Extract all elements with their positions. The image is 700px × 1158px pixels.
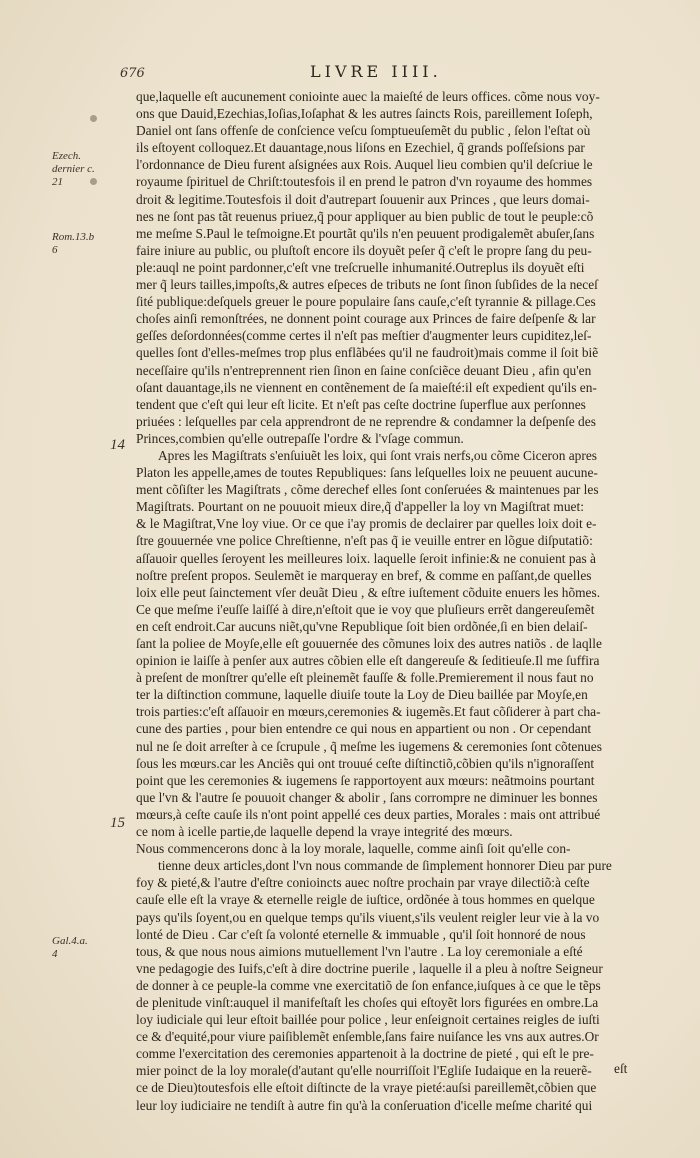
text-line: trois parties:c'eſt aſſauoir en mœurs,ceremonies & iugemẽs.Et faut cõſiderer à part cha- — [136, 704, 601, 720]
text-line: Magiſtrats. Pourtant on ne pouuoit mieux dire,q̃ d'appeller la loy vn Magiſtrat muet: — [136, 499, 584, 515]
text-line: ſité publique:deſquels greuer le poure populaire ſans cauſe,c'eſt tyrannie & pillage.Ces — [136, 294, 596, 310]
text-line: mier poinct de la loy morale(d'autant qu'elle nourriſſoit l'Egliſe Iudaique en la reuerẽ- — [136, 1063, 592, 1079]
margin-note: Rom.13.b — [52, 231, 95, 243]
text-line: de donner à ce peuple-la comme vne exercitatiõ de ſon enfance,iuſques à ce que le tẽps — [136, 977, 601, 993]
section-number: 15 — [110, 815, 125, 831]
text-line: ſtre gouuernée vne police Chreſtienne, n'eſt pas q̃ ie veuille entrer en lõgue diſputatiõ: — [136, 533, 593, 549]
text-line: droit & legitime.Toutesfois il doit d'autrepart ſouuenir aux Princes , que leurs domai- — [136, 191, 590, 207]
section-number: 14 — [110, 437, 125, 453]
text-line: ce de Dieu)toutesfois elle eſtoit diſtincte de la vraye pieté:auſsi pareillemẽt,cõbien que — [136, 1080, 597, 1096]
text-line: foy & pieté,& l'autre d'eſtre conioincts auec noſtre prochain par vraye dilectiõ:à ceſte — [136, 875, 590, 891]
text-line: cauſe elle eſt la vraye & eternelle reigle de iuſtice, ordõnée à tous hommes en quelque — [136, 892, 595, 908]
text-line: que l'vn & l'autre ſe pouuoit changer & abolir , ſans corrompre ne diminuer les bonnes — [136, 789, 598, 805]
text-line: nul ne ſe doit arreſter à ce ſcrupule , q̃ meſme les iugemens & ceremonies ſont cõtenues — [136, 738, 602, 754]
text-line: opinion ie laiſſe à penſer aux autres cõbien elle eſt dangereuſe & ſeditieuſe.Il me ſuffira — [136, 653, 600, 669]
text-line: faire iniure au public, ou pluſtoſt encore ils doyuẽt peſer q̃ c'eſt le propre ſang du peu- — [136, 242, 592, 258]
margin-note: 21 — [52, 176, 63, 188]
text-line: Platon les appelle,ames de toutes Republiques: ſans leſquelles loix ne peuuent aucune- — [136, 465, 598, 481]
text-line: loix elle peut ſainctement vſer deuãt Dieu , & eſtre iuſtement cõduite enuers les hõmes. — [136, 584, 601, 600]
text-line: choſes ainſi remonſtrées, ne donnent point courage aux Princes de faire deſpenſe & lar — [136, 311, 596, 327]
ink-mark-icon — [90, 115, 97, 122]
text-line: tous, & que nous nous aimions mutuellement l'vn l'autre . La loy ceremoniale a eſté — [136, 943, 583, 959]
text-line: & le Magiſtrat,Vne loy viue. Or ce que i'ay promis de declairer par quelles loix doit e- — [136, 516, 597, 532]
text-line: royaume ſpirituel de Chriſt:toutesfois il en prend le patron d'vn royaume des hommes — [136, 174, 593, 190]
text-line: aſſauoir quelles ſeroyent les meilleures loix. laquelle ſeroit infinie:& ne conuient pas à — [136, 550, 596, 566]
text-line: tienne deux articles,dont l'vn nous commande de ſimplement honnorer Dieu par pure — [158, 858, 612, 874]
text-line: nes ne ſont pas tãt reuenus priuez,q̃ pour appliquer au bien public de tout le peuple:cõ — [136, 208, 594, 224]
text-line: leur loy iudiciaire ne tendiſt à autre fin qu'à la conſeruation d'icelle meſme charité qui — [136, 1097, 593, 1113]
text-line: ce & d'equité,pour viure paiſiblemẽt enſemble,ſans faire nuiſance les vns aux autres.Or — [136, 1029, 599, 1045]
text-line: geſſes deſordonnées(comme certes il n'eſt pas meſtier d'augmenter leurs cupiditez,leſ- — [136, 328, 592, 344]
text-line: pays qu'ils ſoyent,ou en quelque temps qu'ils viuent,s'ils veulent reigler leur vie à la vo — [136, 909, 600, 925]
text-line: ſant la poliee de Moyſe,elle eſt gouuernée des cõmunes loix des autres natiõs . de laqlle — [136, 636, 602, 651]
text-line: ment cõſiſter les Magiſtrats , cõme derechef elles ſont conſeruées & maintenues par les — [136, 482, 599, 498]
page-header — [120, 62, 650, 84]
body-text — [136, 88, 642, 1114]
text-line: vne pedagogie des Iuifs,c'eſt à dire doctrine puerile , laquelle il a pleu à noſtre Seigneur — [136, 960, 603, 976]
text-line: ſous les mœurs.car les Anciẽs qui ont trouué ceſte diſtinctiõ,cõbien qu'ils n'ignoraſſent — [136, 755, 595, 771]
text-line: priuées : leſquelles par cela apprendront de ne reprendre & condamner la deſpenſe des — [136, 413, 596, 429]
text-line: à preſent de monſtrer qu'elle eſt pleinemẽt fauſſe & folle.Premierement il nous faut no — [136, 670, 594, 686]
text-line: Nous commencerons donc à la loy morale, laquelle, comme ainſi ſoit qu'elle con- — [136, 841, 571, 857]
ink-mark-icon — [90, 178, 97, 185]
text-line: cune des parties , pour bien entendre ce qui nous en appartient ou non . Or cependant — [136, 721, 592, 737]
text-line: que,laquelle eſt aucunement coniointe auec la maieſté de leurs offices. cõme nous voy- — [136, 89, 600, 104]
text-line: lonté de Dieu . Car c'eſt ſa volonté eternelle & immuable , qu'il ſoit honnoré de nous — [136, 926, 586, 942]
text-line: mer q̃ leurs tailles,impoſts,& autres eſpeces de tributs ne ſont ſinon ſubſides de la neceſ — [136, 277, 598, 293]
catchword: eſt — [614, 1061, 628, 1076]
margin-note: 4 — [52, 948, 58, 960]
text-line: loy iudiciale qui leur eſtoit baillée pour police , leur enſeignoit certaines reigles de iuſti — [136, 1012, 600, 1028]
text-line: ple:auql ne point pardonner,c'eſt vne treſcruelle inhumanité.Outreplus ils doyuẽt eſti — [136, 259, 585, 275]
text-line: quelles ſont d'elles-meſmes trop plus enflãbées qu'il ne faudroit)mais comme il ſoit biẽ — [136, 345, 599, 361]
text-line: ter la diſtinction commune, laquelle diuiſe toute la Loy de Dieu baillée par Moyſe,en — [136, 687, 588, 703]
text-line: ils eſtoyent colloquez.Et dauantage,nous liſons en Ezechiel, q̃ grands poſſeſsions par — [136, 140, 585, 156]
text-line: ons que Dauid,Ezechias,Ioſias,Ioſaphat & les autres ſaincts Rois, pareillement Ioſeph, — [136, 106, 593, 122]
text-line: point que les ceremonies & iugemens ſe rapportoyent aux mœurs: neãtmoins pourtant — [136, 772, 595, 788]
text-line: l'ordonnance de Dieu furent aſsignées aux Rois. Auquel lieu combien qu'il deſcriue le — [136, 157, 593, 173]
text-line: noſtre preſent propos. Seulemẽt ie marqueray en bref, & comme en paſſant,de quelles — [136, 567, 592, 583]
text-line: comme l'exercitation des ceremonies appartenoit à la doctrine de pieté , qui eſt le pre- — [136, 1046, 594, 1062]
running-head: LIVRE IIII. — [310, 62, 442, 81]
margin-note: 6 — [52, 244, 58, 256]
page-number: 676 — [120, 66, 145, 81]
margin-note: Ezech. — [52, 150, 82, 162]
text-line: neceſſaire qu'ils n'entreprennent rien ſinon en ſaine conſciẽce deuant Dieu , afin qu'en — [136, 362, 592, 378]
text-line: ce nom à icelle partie,de laquelle depend la vraye integrité des mœurs. — [136, 824, 513, 840]
text-line: me meſme S.Paul le teſmoigne.Et pourtãt qu'ils n'en peuuent prodigalemẽt abuſer,ſans — [136, 225, 595, 241]
text-line: tendent que c'eſt qui leur eſt licite. Et n'eſt pas ceſte doctrine ſuperflue aux perſonnes — [136, 396, 586, 412]
text-line: Princes,combien qu'elle outrepaſſe l'ordre & l'vſage commun. — [136, 430, 464, 446]
margin-note: dernier c. — [52, 163, 95, 175]
text-line: de plenitude vinſt:auquel il manifeſtaſt les choſes qui eſtoyẽt lors figurées en ombre.La — [136, 994, 599, 1010]
text-line: oſant dauantage,ils ne viennent en contẽnement de ſa maieſté:il eſt expedient qu'ils en- — [136, 379, 597, 395]
text-line: en ceſt endroit.Car aucuns niẽt,qu'vne Republique ſoit bien ordõnée,ſi en bien delaiſ- — [136, 618, 588, 634]
margin-note: Gal.4.a. — [52, 935, 88, 947]
text-line: Apres les Magiſtrats s'enſuiuẽt les loix, qui ſont vrais nerfs,ou cõme Ciceron apres — [158, 447, 597, 463]
text-line: Ce que meſme i'euſſe laiſſé à dire,n'eſtoit que ie voy que pluſieurs errẽt dangereuſemẽt — [136, 601, 595, 617]
text-line: Daniel ont ſans offenſe de conſcience veſcu ſomptueuſemẽt du public , ſelon l'eſtat où — [136, 123, 591, 139]
text-line: mœurs,à ceſte cauſe ils n'ont point appellé ces deux parties, Morales : mais ont attribué — [136, 806, 601, 822]
